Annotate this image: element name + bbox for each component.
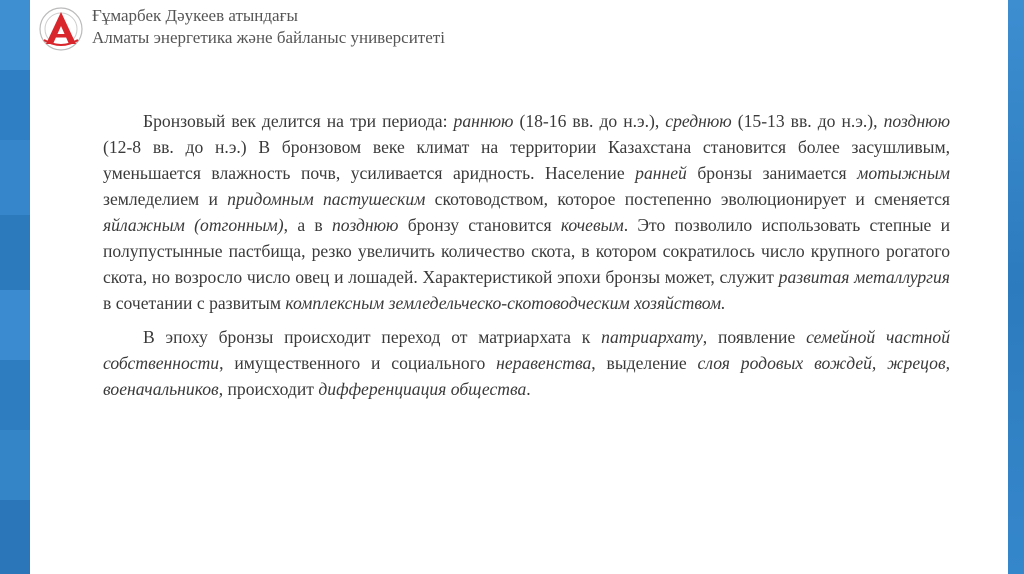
italic-term: раннюю bbox=[453, 111, 514, 131]
university-logo-icon bbox=[36, 6, 86, 52]
text-run: бронзу становится bbox=[398, 215, 561, 235]
text-run: , появление bbox=[702, 327, 807, 347]
text-run: (12-8 вв. до н.э.) В бронзовом веке климат на территории Казахстана становится более засушливым, уменьшается влажность почв, усиливается аридность. Население bbox=[103, 137, 950, 183]
text-run: В эпоху бронзы происходит переход от матриархата к bbox=[143, 327, 602, 347]
italic-term: слоя родовых вождей, жрецов, военачальников bbox=[103, 353, 950, 399]
slide-body-text bbox=[103, 108, 950, 402]
body-paragraph bbox=[103, 324, 950, 402]
text-run: в сочетании с развитым bbox=[103, 293, 286, 313]
text-run: , выделение bbox=[591, 353, 698, 373]
text-run: , происходит bbox=[218, 379, 319, 399]
text-run: , имущественного и социального bbox=[219, 353, 497, 373]
italic-term: позднюю bbox=[331, 215, 399, 235]
italic-term: развитая металлургия bbox=[778, 267, 950, 287]
italic-term: позднюю bbox=[883, 111, 950, 131]
right-decorative-bar bbox=[1008, 0, 1024, 574]
italic-term: семейной частной собственности bbox=[103, 327, 951, 373]
text-run: , а в bbox=[283, 215, 332, 235]
text-run: бронзы занимается bbox=[686, 163, 858, 183]
text-run: земледелием и bbox=[103, 189, 228, 209]
university-name-line1: Ғұмарбек Дәукеев атындағы bbox=[92, 6, 298, 25]
body-paragraph bbox=[103, 108, 950, 316]
italic-term: комплексным земледельческо-скотоводческим хозяйством. bbox=[285, 293, 726, 313]
left-decorative-bar bbox=[0, 0, 30, 574]
italic-term: кочевым bbox=[560, 215, 624, 235]
italic-term: неравенства bbox=[496, 353, 592, 373]
italic-term: патриархату bbox=[601, 327, 703, 347]
text-run: (15-13 вв. до н.э.), bbox=[731, 111, 884, 131]
text-run: . Это позволило использовать степные и полупустынные пастбища, резко увеличить количество скота, в котором сократилось число крупного рогатого скота, но возросло число овец и лошадей. Характеристикой эпохи бронзы может, служит bbox=[103, 215, 951, 287]
italic-term: дифференциация общества bbox=[318, 379, 527, 399]
italic-term: среднюю bbox=[665, 111, 732, 131]
text-run: Бронзовый век делится на три периода: bbox=[143, 111, 454, 131]
italic-term: яйлажным (отгонным) bbox=[103, 215, 284, 235]
slide-header bbox=[30, 0, 1008, 60]
text-run: . bbox=[526, 379, 531, 399]
italic-term: придомным пастушеским bbox=[227, 189, 426, 209]
italic-term: мотыжным bbox=[857, 163, 951, 183]
italic-term: ранней bbox=[635, 163, 687, 183]
university-name-line2: Алматы энергетика және байланыс университеті bbox=[92, 28, 445, 47]
slide-page bbox=[30, 0, 1008, 574]
text-run: (18-16 вв. до н.э.), bbox=[513, 111, 666, 131]
text-run: скотоводством, которое постепенно эволюционирует и сменяется bbox=[425, 189, 951, 209]
